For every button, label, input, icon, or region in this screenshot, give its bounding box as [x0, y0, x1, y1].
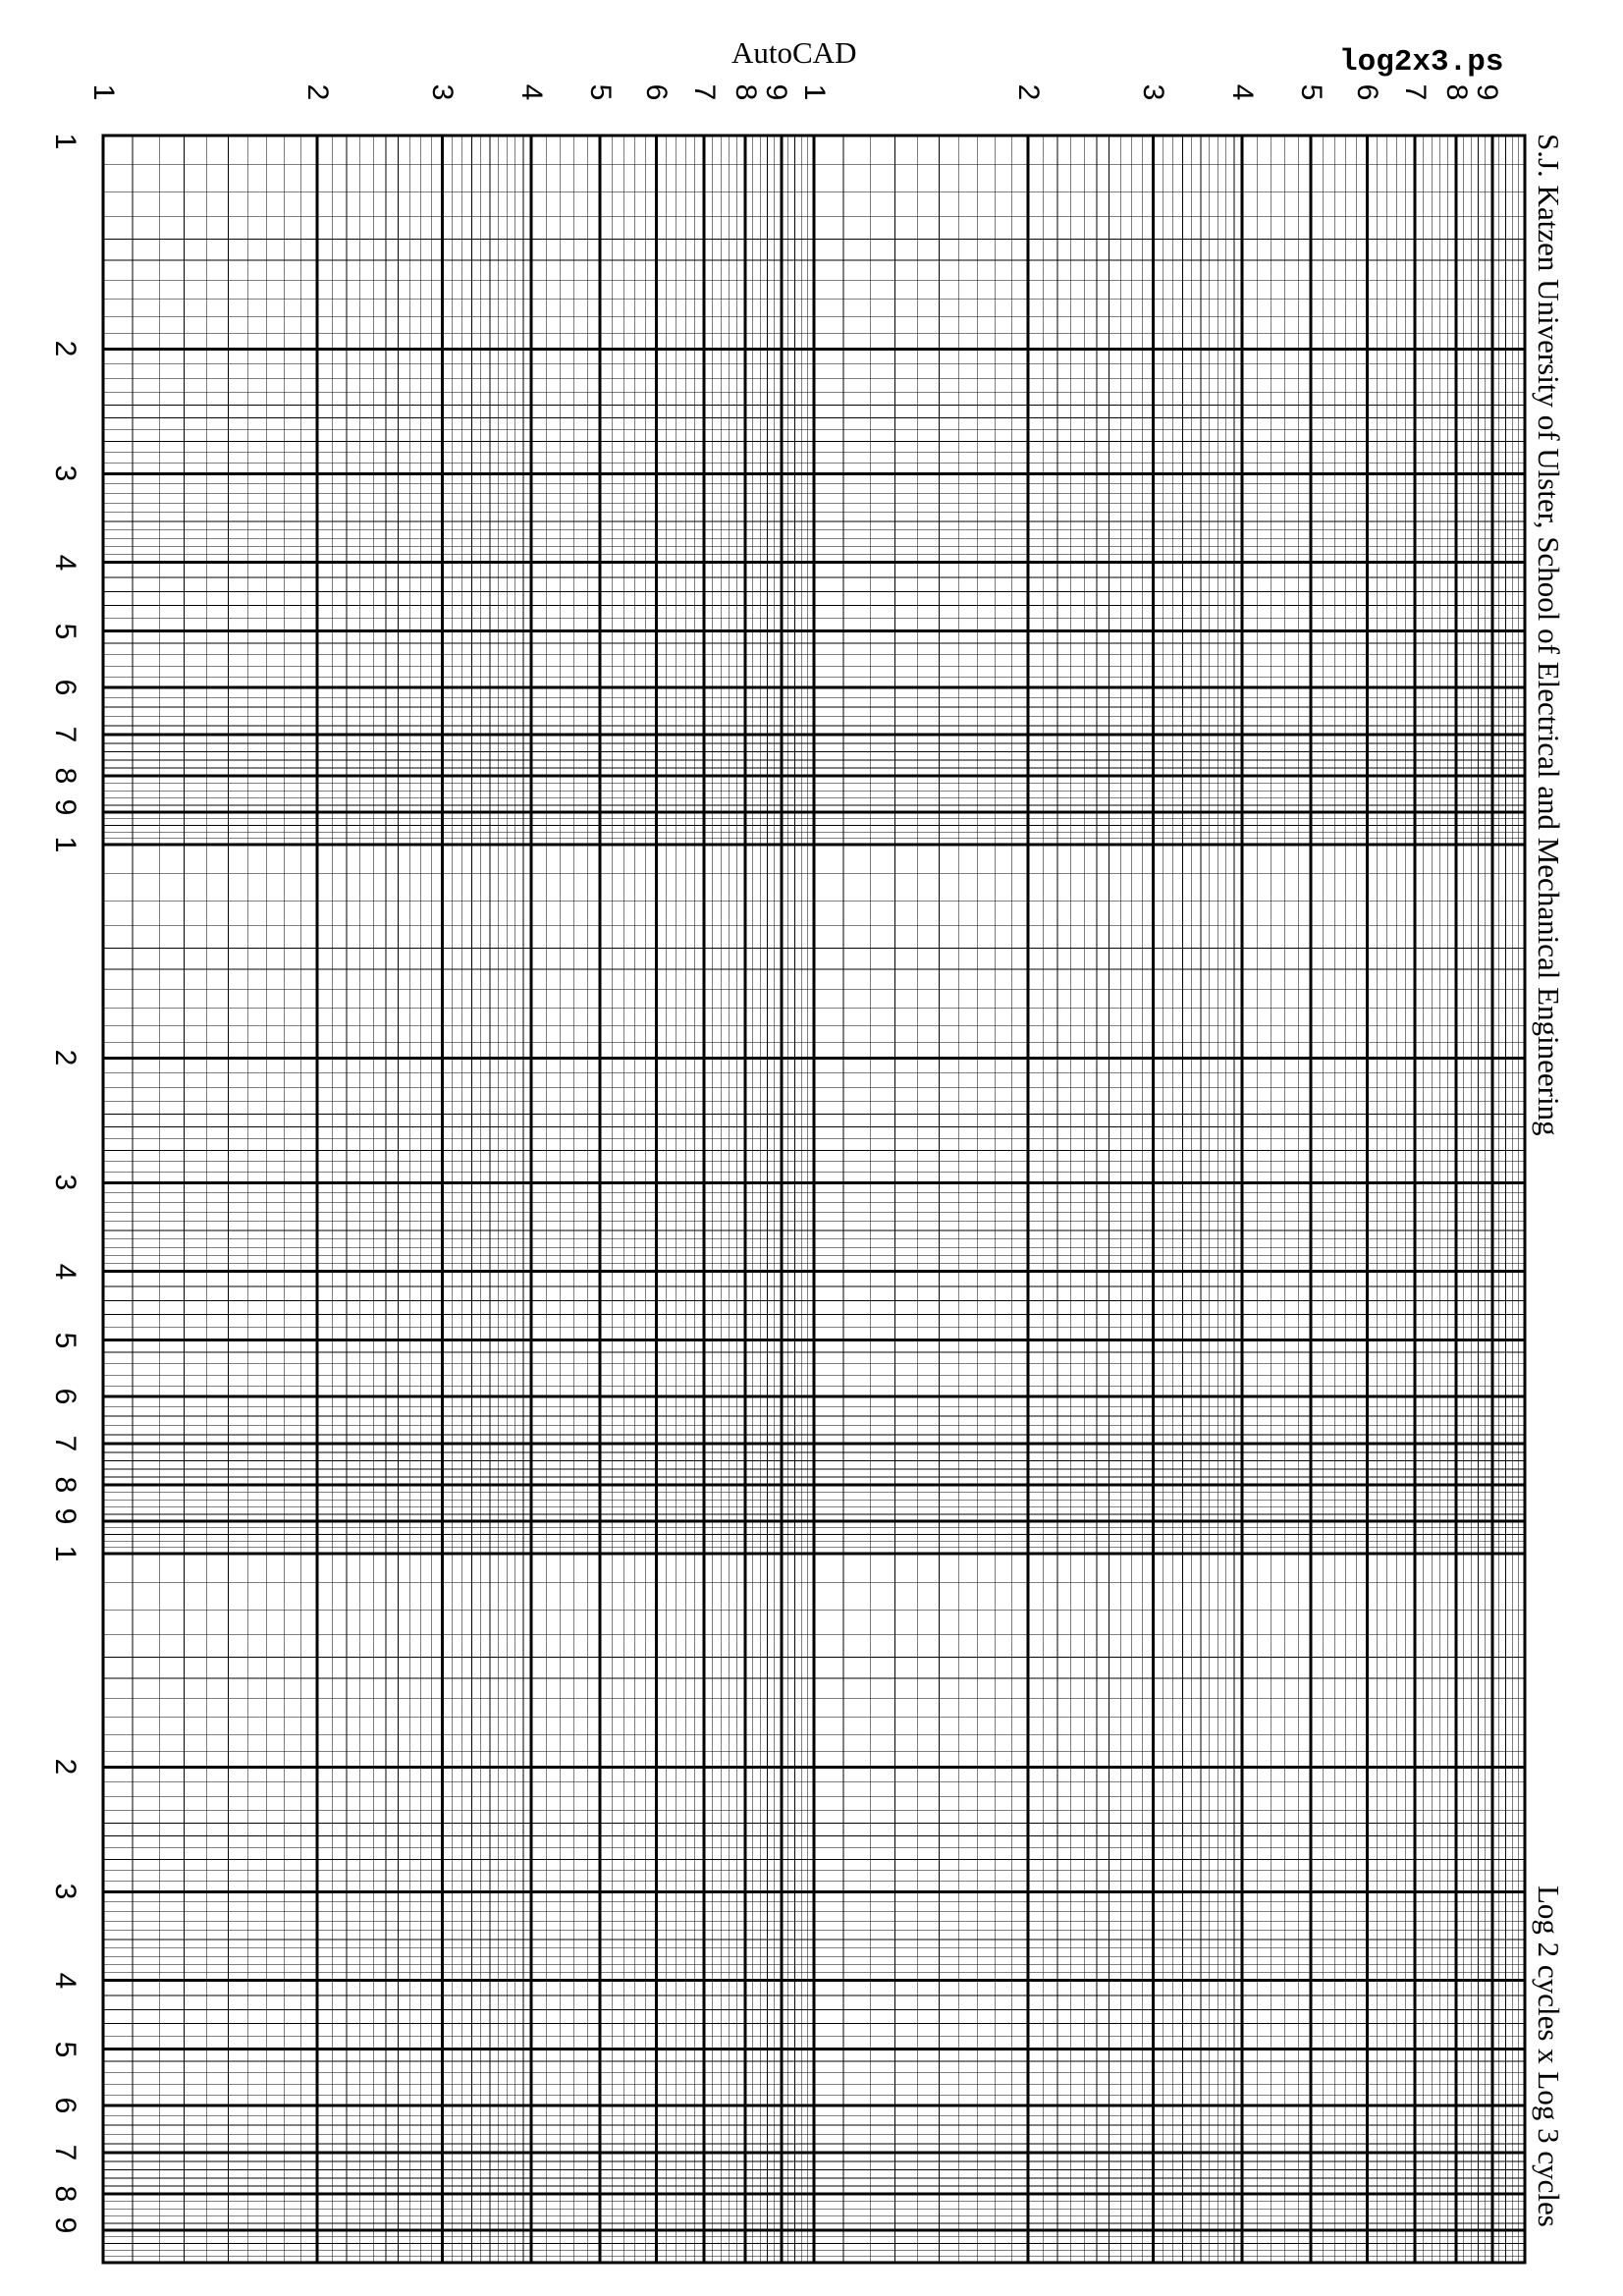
- y-tick-label: 5: [49, 1332, 81, 1348]
- y-tick-label: 6: [49, 2097, 81, 2114]
- y-tick-label: 8: [49, 1476, 81, 1494]
- y-tick-label: 7: [49, 1435, 81, 1452]
- y-tick-label: 9: [49, 1507, 81, 1525]
- y-tick-label: 4: [49, 1263, 81, 1281]
- x-tick-label: 7: [687, 83, 721, 101]
- y-tick-label: 3: [49, 465, 81, 482]
- x-tick-label: 6: [1351, 83, 1384, 101]
- y-tick-label: 2: [49, 1049, 81, 1066]
- filename-label: log2x3.ps: [1339, 45, 1504, 80]
- x-tick-label: 3: [1137, 83, 1170, 101]
- autocad-title: AutoCAD: [731, 35, 857, 70]
- y-tick-label: 8: [49, 2185, 81, 2203]
- y-tick-label: 8: [49, 767, 81, 785]
- x-tick-label: 8: [729, 83, 762, 101]
- x-tick-label: 1: [87, 83, 120, 101]
- y-tick-label: 1: [49, 1545, 81, 1562]
- x-tick-label: 9: [759, 83, 792, 101]
- y-tick-label: 5: [49, 2041, 81, 2057]
- x-tick-label: 8: [1439, 83, 1473, 101]
- x-tick-label: 3: [426, 83, 460, 101]
- y-tick-label: 3: [49, 1884, 81, 1900]
- credit-text: S.J. Katzen University of Ulster, School of Electrical and Mechanical Engineering: [1532, 134, 1566, 1136]
- y-tick-label: 1: [49, 836, 81, 853]
- x-tick-label: 4: [1225, 83, 1259, 101]
- y-tick-label: 6: [49, 679, 81, 696]
- y-tick-label: 4: [49, 1972, 81, 1990]
- y-tick-label: 9: [49, 798, 81, 816]
- y-tick-label: 9: [49, 2216, 81, 2234]
- y-tick-label: 5: [49, 623, 81, 639]
- y-tick-label: 2: [49, 1758, 81, 1776]
- y-tick-label: 7: [49, 2144, 81, 2161]
- y-tick-label: 4: [49, 554, 81, 572]
- x-tick-label: 2: [1011, 83, 1045, 101]
- x-tick-label: 2: [300, 83, 334, 101]
- x-tick-label: 6: [640, 83, 674, 101]
- y-tick-label: 7: [49, 726, 81, 743]
- y-tick-label: 1: [49, 133, 81, 150]
- y-tick-label: 6: [49, 1388, 81, 1405]
- y-tick-label: 3: [49, 1175, 81, 1191]
- y-tick-label: 2: [49, 340, 81, 357]
- x-tick-label: 1: [798, 83, 831, 101]
- x-tick-label: 5: [1295, 83, 1328, 101]
- x-tick-label: 9: [1470, 83, 1503, 101]
- x-tick-label: 5: [584, 83, 618, 101]
- x-tick-label: 7: [1398, 83, 1432, 101]
- x-tick-label: 4: [514, 83, 548, 101]
- cycles-label: Log 2 cycles x Log 3 cycles: [1532, 1886, 1566, 2227]
